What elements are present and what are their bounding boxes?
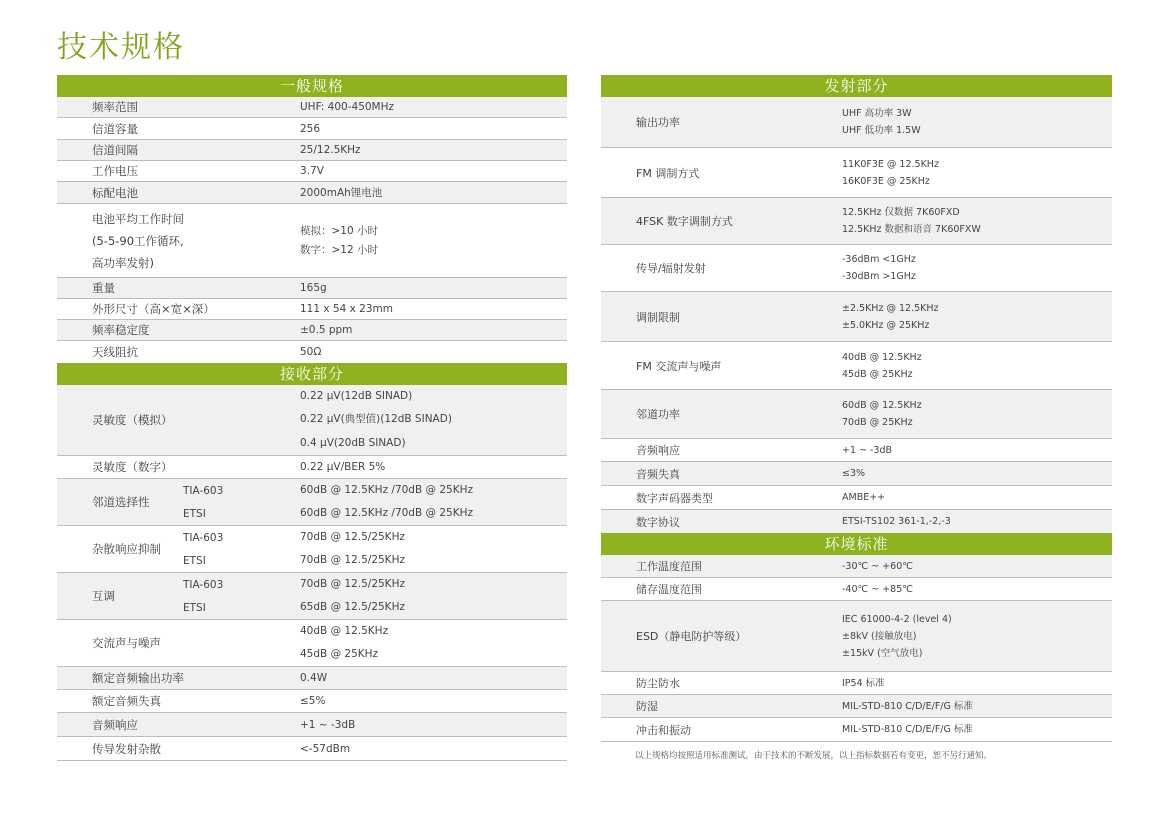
spec-row: [57, 97, 567, 118]
spec-value: MIL-STD-810 C/D/E/F/G 标准: [842, 700, 973, 712]
spec-row: [57, 161, 567, 182]
spec-value: 50Ω: [300, 346, 322, 358]
spec-value: -36dBm <1GHz -30dBm >1GHz: [842, 254, 916, 282]
spec-row: [601, 462, 1112, 486]
spec-label: 工作电压: [92, 164, 138, 178]
spec-label: 频率范围: [92, 100, 138, 114]
spec-label: 音频失真: [636, 467, 680, 481]
spec-row: [57, 299, 567, 320]
spec-label: 重量: [92, 281, 115, 295]
spec-row: [57, 278, 567, 299]
spec-label: 电池平均工作时间 (5-5-90工作循环, 高功率发射): [92, 211, 184, 270]
spec-label: FM 调制方式: [636, 166, 700, 180]
spec-row: [57, 341, 567, 363]
spec-value: +1 ~ -3dB: [300, 718, 356, 731]
spec-row: [57, 737, 567, 761]
spec-value: 256: [300, 122, 321, 135]
spec-label: 调制限制: [636, 310, 680, 324]
standard-label: TIA-603: [183, 531, 224, 544]
spec-value: ±0.5 ppm: [300, 324, 353, 336]
spec-row: [57, 140, 567, 161]
spec-row: [601, 601, 1112, 672]
spec-label: 外形尺寸（高×宽×深）: [92, 302, 215, 316]
spec-label: 邻道功率: [636, 408, 680, 421]
transmit-section-header: 发射部分: [601, 75, 1112, 97]
spec-label: FM 交流声与噪声: [636, 359, 722, 373]
right-column: [601, 75, 1112, 742]
spec-row: [601, 342, 1112, 390]
spec-label: 交流声与噪声: [92, 636, 161, 650]
spec-label: 工作温度范围: [636, 560, 702, 573]
spec-row: [57, 667, 567, 690]
spec-row: [601, 695, 1112, 718]
spec-value: UHF: 400-450MHz: [300, 101, 395, 113]
spec-value: 40dB @ 12.5KHz 45dB @ 25KHz: [300, 624, 389, 660]
spec-row: [601, 390, 1112, 439]
spec-row: [601, 486, 1112, 510]
spec-label: 数字协议: [636, 515, 680, 529]
spec-value: MIL-STD-810 C/D/E/F/G 标准: [842, 724, 973, 735]
spec-value: 0.4W: [300, 672, 328, 684]
spec-row: [57, 573, 567, 620]
spec-value: 165g: [300, 282, 327, 294]
spec-value: 60dB @ 12.5KHz /70dB @ 25KHz 60dB @ 12.5KHz /70dB @ 25KHz: [300, 483, 474, 519]
spec-row: [57, 620, 567, 667]
spec-label: 音频响应: [92, 717, 138, 732]
standard-label: TIA-603: [183, 484, 224, 497]
spec-label: 冲击和振动: [636, 723, 691, 737]
spec-row: [601, 245, 1112, 292]
spec-value: <-57dBm: [300, 742, 351, 755]
standard-label: TIA-603: [183, 578, 224, 591]
spec-label: 额定音频输出功率: [92, 671, 184, 685]
spec-value: ≤5%: [300, 695, 326, 707]
spec-value: 模拟：>10 小时 数字：>12 小时: [300, 224, 378, 256]
spec-label: 标配电池: [92, 185, 138, 200]
spec-label: 频率稳定度: [92, 323, 150, 337]
spec-row: [601, 97, 1112, 148]
spec-label: 邻道选择性: [92, 495, 150, 509]
spec-row: [57, 526, 567, 573]
spec-label: 4FSK 数字调制方式: [636, 215, 733, 228]
spec-label: 音频响应: [636, 444, 680, 457]
spec-value: 3.7V: [300, 165, 324, 177]
spec-row: [601, 555, 1112, 578]
spec-row: [601, 198, 1112, 245]
spec-label: 信道容量: [92, 121, 138, 136]
spec-value: 70dB @ 12.5/25KHz 70dB @ 12.5/25KHz: [300, 530, 405, 566]
spec-label: 灵敏度（数字）: [92, 460, 173, 474]
spec-row: [57, 118, 567, 140]
spec-value: ±2.5KHz @ 12.5KHz ±5.0KHz @ 25KHz: [842, 302, 939, 331]
spec-label: 输出功率: [636, 116, 680, 129]
spec-row: [57, 690, 567, 713]
footnote: 以上规格均按照适用标准测试，由于技术的不断发展，以上指标数据若有变更，恕不另行通知。: [635, 751, 993, 761]
left-column: [57, 75, 567, 761]
spec-label: ESD（静电防护等级）: [636, 630, 747, 643]
spec-row: [57, 204, 567, 278]
spec-value: 111 x 54 x 23mm: [300, 303, 393, 315]
spec-value: IEC 61000-4-2 (level 4) ±8kV (接触放电) ±15kV (空气放电): [842, 613, 952, 659]
receive-section-header: 接收部分: [57, 363, 567, 385]
spec-row: [57, 456, 567, 479]
standard-label: ETSI: [183, 602, 206, 614]
spec-value: AMBE++: [842, 492, 886, 503]
standard-label: ETSI: [183, 508, 206, 520]
spec-row: [57, 713, 567, 737]
spec-value: ≤3%: [842, 468, 866, 479]
spec-label: 传导发射杂散: [92, 741, 161, 756]
environment-section-header: 环境标准: [601, 533, 1112, 555]
spec-row: [57, 320, 567, 341]
spec-value: 2000mAh锂电池: [300, 187, 383, 199]
spec-label: 信道间隔: [92, 143, 138, 157]
spec-value: +1 ~ -3dB: [842, 444, 893, 456]
spec-label: 天线阻抗: [92, 345, 138, 359]
spec-label: 防湿: [636, 700, 658, 713]
spec-value: 25/12.5KHz: [300, 144, 361, 156]
spec-label: 额定音频失真: [92, 694, 161, 708]
spec-row: [57, 182, 567, 204]
spec-label: 灵敏度（模拟）: [92, 413, 173, 427]
spec-value: UHF 高功率 3W UHF 低功率 1.5W: [842, 108, 921, 136]
spec-value: 0.22 μV/BER 5%: [300, 461, 386, 473]
spec-row: [601, 292, 1112, 342]
spec-label: 储存温度范围: [636, 583, 702, 596]
page-title: 技术规格: [57, 30, 185, 65]
spec-value: ETSI-TS102 361-1,-2,-3: [842, 516, 951, 527]
spec-value: -40℃ ~ +85℃: [842, 583, 913, 595]
spec-value: 0.22 μV(12dB SINAD) 0.22 μV(典型值)(12dB SINAD) 0.4 μV(20dB SINAD): [300, 389, 452, 449]
spec-label: 数字声码器类型: [636, 491, 713, 505]
spec-label: 杂散响应抑制: [92, 542, 161, 556]
spec-row: [601, 439, 1112, 462]
spec-row: [601, 718, 1112, 742]
spec-value: 60dB @ 12.5KHz 70dB @ 25KHz: [842, 400, 922, 428]
spec-row: [601, 510, 1112, 533]
spec-row: [601, 148, 1112, 198]
spec-value: 40dB @ 12.5KHz 45dB @ 25KHz: [842, 351, 922, 380]
spec-value: 70dB @ 12.5/25KHz 65dB @ 12.5/25KHz: [300, 577, 405, 613]
spec-label: 防尘防水: [636, 677, 680, 690]
spec-value: -30℃ ~ +60℃: [842, 560, 913, 572]
standard-label: ETSI: [183, 555, 206, 567]
spec-value: IP54 标准: [842, 677, 885, 689]
spec-value: 12.5KHz 仅数据 7K60FXD 12.5KHz 数据和语音 7K60FXW: [842, 207, 981, 235]
spec-value: 11K0F3E @ 12.5KHz 16K0F3E @ 25KHz: [842, 158, 939, 187]
spec-row: [601, 578, 1112, 601]
spec-row: [601, 672, 1112, 695]
general-specs-header: 一般规格: [57, 75, 567, 97]
spec-label: 互调: [92, 589, 115, 603]
spec-row: [57, 479, 567, 526]
spec-row: [57, 385, 567, 456]
spec-label: 传导/辐射发射: [636, 262, 706, 275]
